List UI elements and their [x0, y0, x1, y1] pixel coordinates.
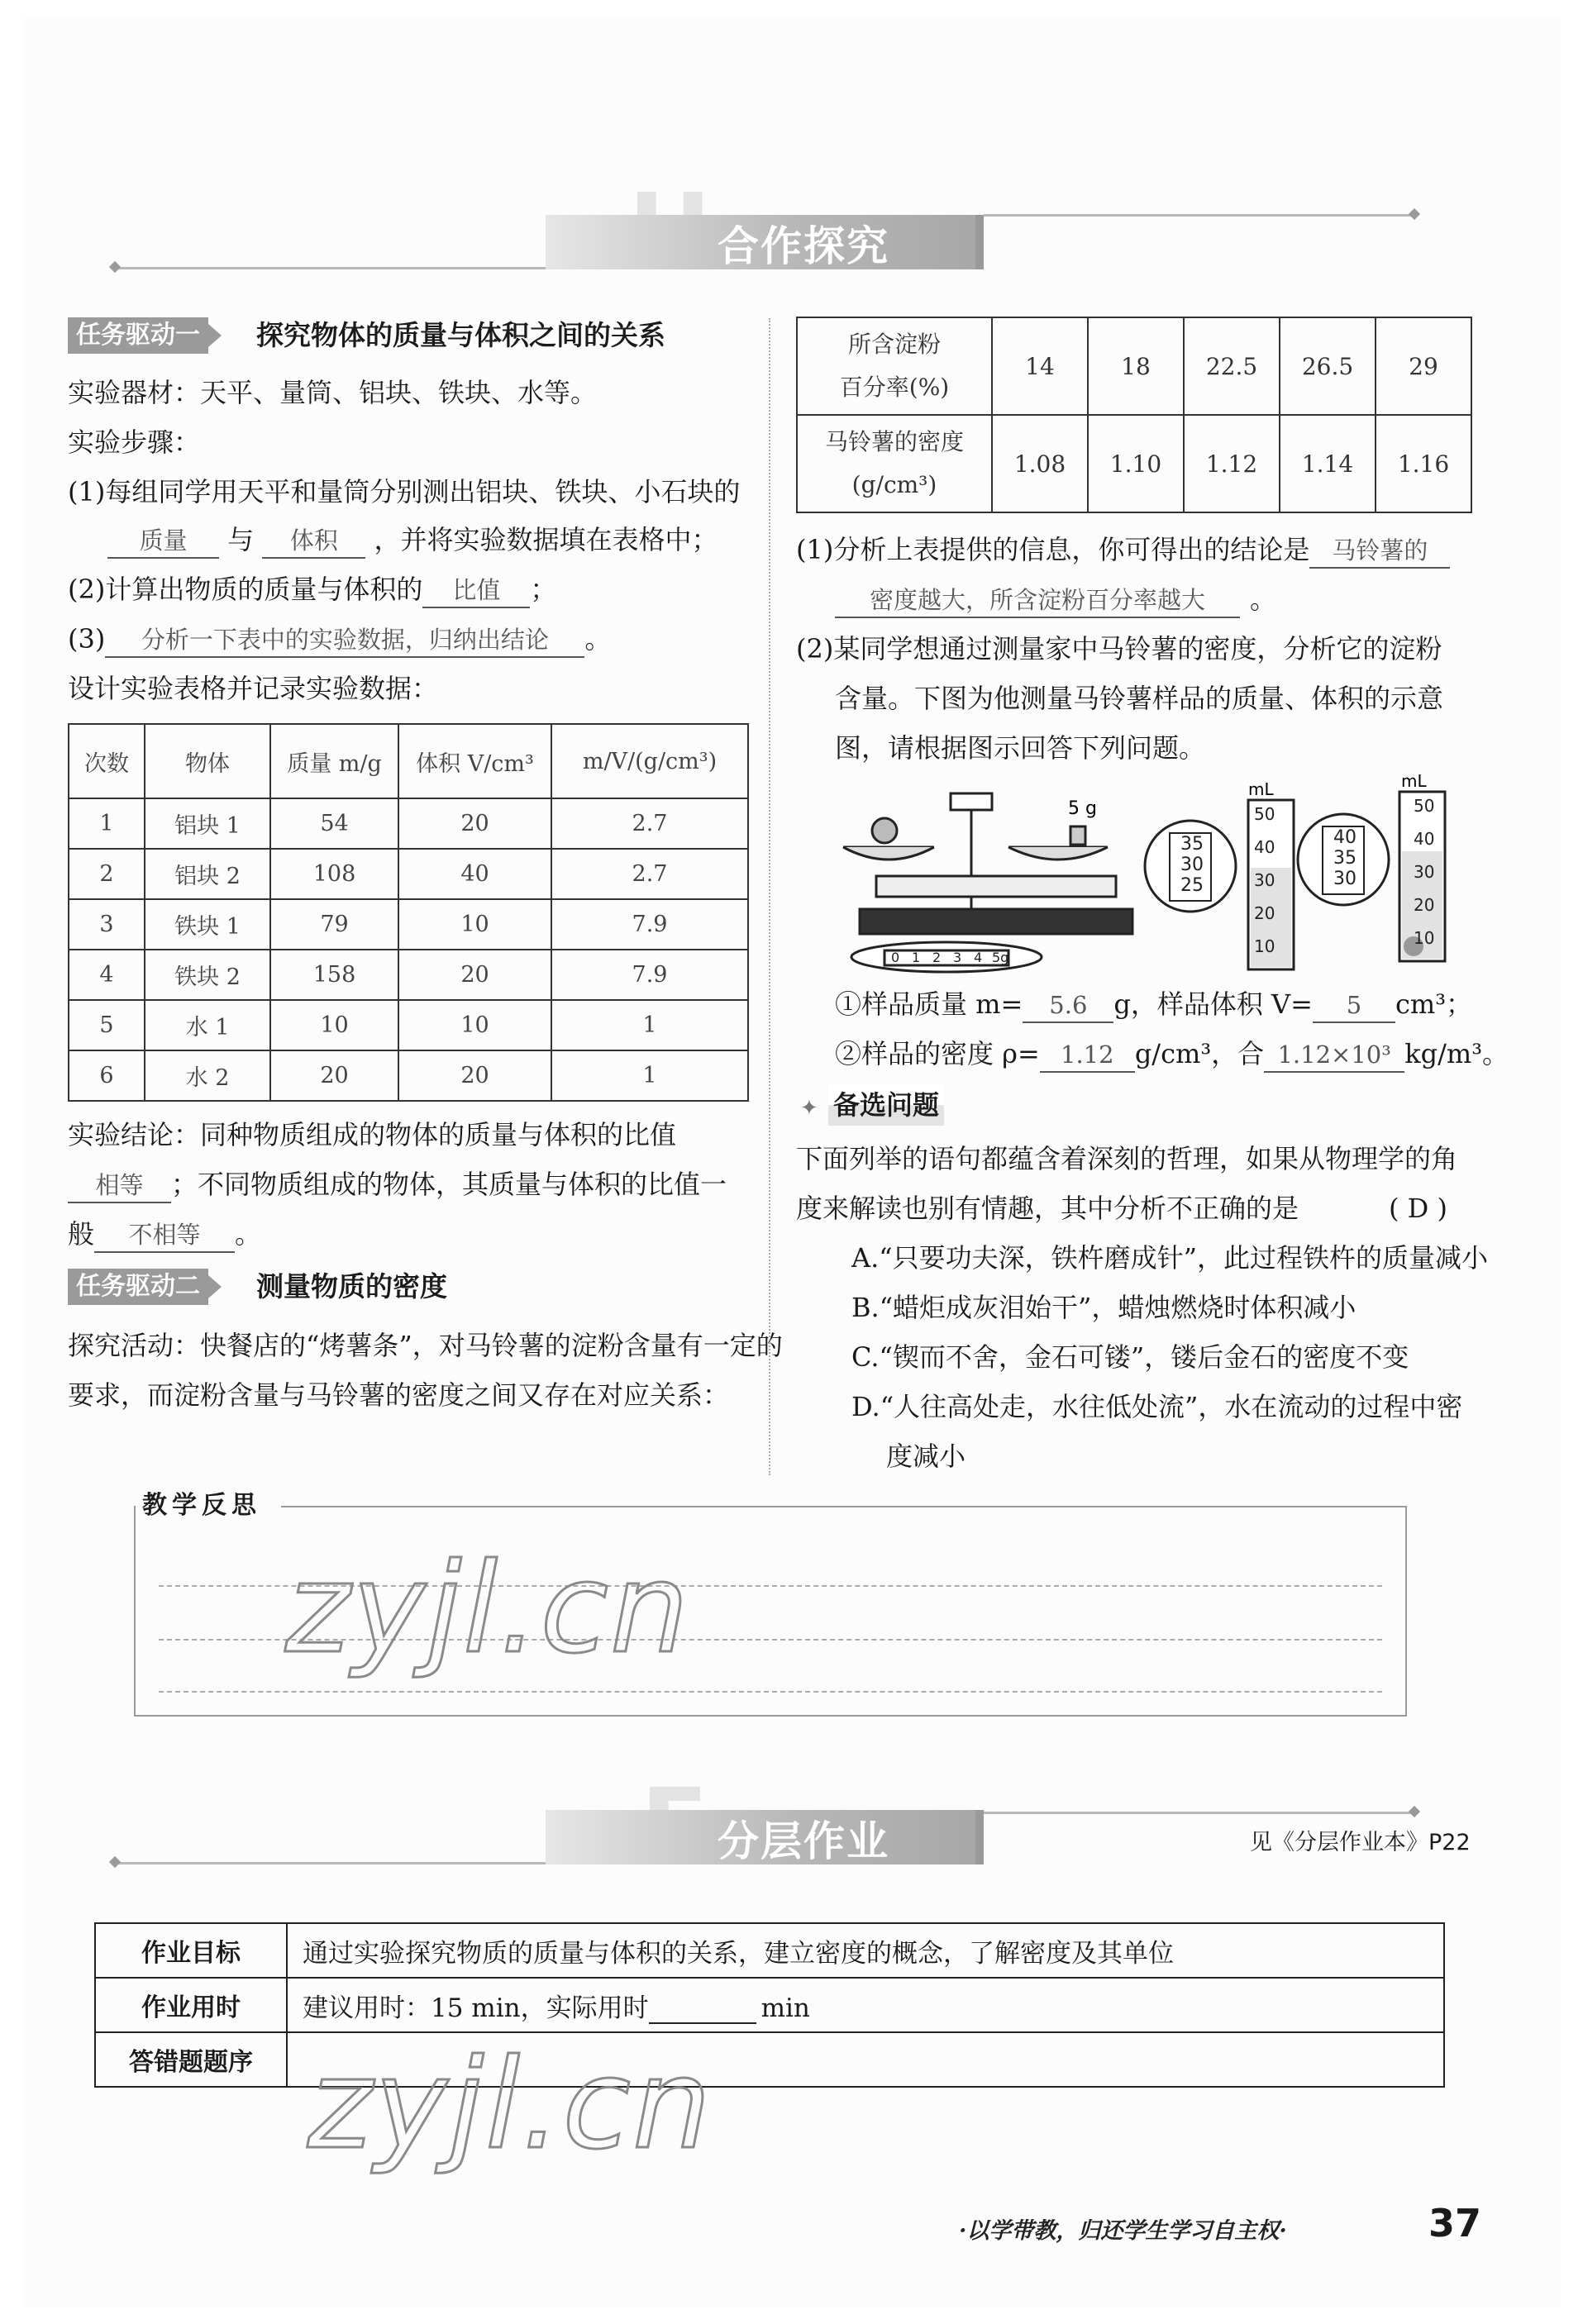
cell: 2 — [69, 849, 145, 899]
cell: 2.7 — [551, 849, 748, 899]
th-object: 物体 — [145, 724, 270, 798]
hw-head-wrong: 答错题题序 — [95, 2032, 287, 2087]
option-d: D.“人往高处走，水往低处流”，水在流动的过程中密 — [851, 1391, 1463, 1422]
answer-line-1 — [835, 979, 1472, 1029]
banner-line-right — [984, 1812, 1414, 1814]
table-row — [69, 899, 748, 950]
starch-head-b: 百分率(%) — [839, 374, 950, 401]
blank-density: 1.12 — [1040, 1038, 1135, 1073]
cell: 20 — [398, 1050, 551, 1101]
task-title-2: 测量物质的密度 — [256, 1270, 447, 1302]
table-row — [69, 1050, 748, 1101]
cell: 1 — [551, 1050, 748, 1101]
equipment-line: 实验器材：天平、量筒、铝块、铁块、水等。 — [68, 377, 598, 408]
cell: 1.16 — [1376, 415, 1471, 512]
cyl1-tick: 40 — [1254, 837, 1275, 857]
cell: 10 — [398, 899, 551, 950]
answer1-end: cm³； — [1395, 988, 1473, 1020]
cell: 20 — [398, 950, 551, 1000]
zoom2-tick: 30 — [1333, 869, 1357, 889]
blank-analysis: 分析一下表中的实验数据，归纳出结论 — [105, 623, 584, 658]
task-tag-2: 任务驱动二 — [68, 1269, 208, 1305]
th-volume: 体积 V/cm³ — [398, 724, 551, 798]
cell: 3 — [69, 899, 145, 950]
hw-head-time: 作业用时 — [95, 1978, 287, 2032]
blank-volume: 体积 — [262, 524, 365, 559]
cell: 6 — [69, 1050, 145, 1101]
answer2-pre: ②样品的密度 ρ= — [835, 1038, 1040, 1069]
conclusion-text-b: ；不同物质组成的物体，其质量与体积的比值一 — [171, 1169, 727, 1200]
cyl2-tick: 50 — [1414, 796, 1435, 816]
experiment-table — [68, 723, 749, 1102]
conclusion-line-2 — [68, 1160, 727, 1209]
cell: 7.9 — [551, 899, 748, 950]
optional-stem-2: 度来解读也别有情趣，其中分析不正确的是 — [796, 1193, 1299, 1224]
q1-end: 。 — [1250, 583, 1277, 615]
activity-line-1: 探究活动：快餐店的“烤薯条”，对马铃薯的淀粉含量有一定的 — [68, 1330, 783, 1361]
weight-label: 5 g — [1068, 798, 1097, 819]
measurement-figure — [835, 769, 1471, 975]
answer1-pre: ①样品质量 m= — [835, 988, 1023, 1020]
steps-label: 实验步骤： — [68, 426, 201, 458]
cyl1-tick: 20 — [1254, 903, 1275, 923]
hw-time-text: 建议用时：15 min，实际用时 — [303, 1993, 649, 2023]
balance-scale — [843, 793, 1132, 972]
cell: 1 — [551, 1000, 748, 1050]
cell: 1.14 — [1280, 415, 1376, 512]
answer1-mid: g，样品体积 V= — [1113, 988, 1313, 1020]
homework-ref: 见《分层作业本》P22 — [1250, 1830, 1471, 1855]
cyl1-tick: 50 — [1254, 804, 1275, 824]
th-ratio: m/V/(g/cm³) — [551, 724, 748, 798]
step3-text: (3) — [68, 623, 106, 655]
step1-line: (1)每组同学用天平和量筒分别测出铝块、铁块、小石块的 — [68, 476, 741, 507]
table-row — [797, 317, 1471, 415]
option-b: B.“蜡炬成灰泪始干”，蜡烛燃烧时体积减小 — [851, 1292, 1357, 1323]
cell: 26.5 — [1280, 317, 1376, 415]
optional-answer: ( D ) — [1389, 1193, 1447, 1224]
option-c: C.“锲而不舍，金石可镂”，镂后金石的密度不变 — [851, 1341, 1409, 1373]
cyl1-tick: 10 — [1254, 936, 1275, 956]
th-count: 次数 — [69, 724, 145, 798]
option-a: A.“只要功夫深，铁杵磨成针”，此过程铁杵的质量减小 — [851, 1242, 1489, 1274]
conclusion-text-c: 般 — [68, 1218, 95, 1250]
density-head-a: 马铃薯的密度 — [824, 428, 964, 455]
cell: 铁块 1 — [145, 899, 270, 950]
ruler-tick: 1 — [912, 950, 921, 965]
starch-head — [797, 317, 992, 415]
cell: 10 — [398, 1000, 551, 1050]
actual-time-blank[interactable] — [649, 1999, 756, 2024]
zoom1-tick: 35 — [1180, 834, 1204, 855]
conclusion-end: 。 — [235, 1218, 262, 1250]
density-head-b: (g/cm³) — [851, 471, 937, 498]
zoom2-tick: 35 — [1333, 848, 1357, 869]
cell: 1 — [69, 798, 145, 849]
homework-title: 分层作业 — [718, 1817, 889, 1865]
watermark: zyjl.cn — [285, 1537, 691, 1681]
cell: 158 — [270, 950, 398, 1000]
blank-not-equal: 不相等 — [94, 1218, 235, 1253]
hw-time-unit: min — [761, 1993, 810, 2023]
option-d-cont: 度减小 — [886, 1441, 966, 1472]
watermark: zyjl.cn — [308, 2033, 713, 2177]
cell: 10 — [270, 1000, 398, 1050]
answer-line-2 — [835, 1029, 1509, 1079]
table-row — [69, 950, 748, 1000]
cell: 水 2 — [145, 1050, 270, 1101]
cell: 1.08 — [992, 415, 1088, 512]
table-row — [69, 1000, 748, 1050]
blank-equal: 相等 — [68, 1169, 171, 1203]
step2-end: ； — [530, 574, 557, 605]
step2-line — [68, 564, 556, 614]
blank-ratio: 比值 — [422, 574, 530, 608]
cell: 108 — [270, 849, 398, 899]
th-mass: 质量 m/g — [270, 724, 398, 798]
q2-line-2: 含量。下图为他测量马铃薯样品的质量、体积的示意 — [835, 683, 1444, 714]
design-line: 设计实验表格并记录实验数据： — [68, 673, 439, 704]
cell: 铝块 2 — [145, 849, 270, 899]
cell: 铁块 2 — [145, 950, 270, 1000]
optional-stem-1: 下面列举的语句都蕴含着深刻的哲理，如果从物理学的角 — [796, 1143, 1458, 1174]
zoom2-tick: 40 — [1333, 827, 1357, 848]
activity-line-2: 要求，而淀粉含量与马铃薯的密度之间又存在对应关系： — [68, 1379, 730, 1411]
q1-line-1 — [796, 525, 1450, 574]
cell: 7.9 — [551, 950, 748, 1000]
starch-table — [796, 317, 1472, 513]
cell: 79 — [270, 899, 398, 950]
step1-fill-line — [107, 515, 718, 564]
blank-density-si: 1.12×10³ — [1264, 1038, 1404, 1073]
ruler-tick: 2 — [932, 950, 942, 965]
cell: 20 — [270, 1050, 398, 1101]
homework-table — [94, 1922, 1445, 2088]
task-tag-1: 任务驱动一 — [68, 317, 208, 354]
cylinder2-unit: mL — [1401, 771, 1427, 791]
table-row — [69, 849, 748, 899]
zoom1-tick: 30 — [1180, 855, 1204, 875]
cell: 14 — [992, 317, 1088, 415]
reflection-line — [159, 1691, 1382, 1693]
q2-line-1: (2)某同学想通过测量家中马铃薯的密度，分析它的淀粉 — [796, 633, 1442, 664]
table-row — [95, 1923, 1444, 1978]
cyl2-tick: 30 — [1414, 862, 1435, 882]
ruler-tick: 3 — [953, 950, 962, 965]
cell: 54 — [270, 798, 398, 849]
optional-title: 备选问题 — [828, 1084, 944, 1126]
cell: 18 — [1088, 317, 1184, 415]
task-title-1: 探究物体的质量与体积之间的关系 — [256, 319, 665, 351]
cell: 20 — [398, 798, 551, 849]
q1-line-2 — [835, 574, 1276, 624]
cell: 40 — [398, 849, 551, 899]
ruler-tick: 4 — [974, 950, 983, 965]
q2-line-3: 图，请根据图示回答下列问题。 — [835, 732, 1206, 764]
hw-value-time — [287, 1978, 1444, 2032]
table-row — [69, 798, 748, 849]
density-head — [797, 415, 992, 512]
table-row — [797, 415, 1471, 512]
cell: 2.7 — [551, 798, 748, 849]
cell: 1.10 — [1088, 415, 1184, 512]
step2-text: (2)计算出物质的质量与体积的 — [68, 574, 423, 605]
cyl2-tick: 40 — [1414, 829, 1435, 849]
zoom1-tick: 25 — [1180, 875, 1204, 896]
step1-mid: 与 — [227, 524, 255, 555]
cylinder1-unit: mL — [1248, 779, 1274, 799]
section-title: 合作探究 — [718, 222, 889, 270]
table-row — [95, 2032, 1444, 2087]
conclusion-line-3 — [68, 1209, 261, 1259]
blank-sample-volume: 5 — [1313, 988, 1395, 1023]
q1-text: (1)分析上表提供的信息，你可得出的结论是 — [796, 534, 1310, 565]
cyl2-tick: 20 — [1414, 895, 1435, 915]
blank-q1-b: 密度越大，所含淀粉百分率越大 — [835, 583, 1240, 618]
ruler-tick: 5g — [992, 950, 1009, 965]
footer-slogan: ·以学带教，归还学生学习自主权· — [959, 2218, 1287, 2244]
table-row — [95, 1978, 1444, 2032]
cell: 29 — [1376, 317, 1471, 415]
page-number: 37 — [1428, 2201, 1482, 2245]
answer2-end: kg/m³。 — [1404, 1038, 1509, 1069]
step3-line — [68, 614, 611, 664]
step1-end: ，并将实验数据填在表格中； — [374, 524, 718, 555]
cell: 4 — [69, 950, 145, 1000]
cell: 1.12 — [1184, 415, 1280, 512]
cell: 铝块 1 — [145, 798, 270, 849]
step3-end: 。 — [584, 623, 612, 655]
hw-head-goal: 作业目标 — [95, 1923, 287, 1978]
column-divider — [769, 318, 770, 1475]
blank-q1-a: 马铃薯的 — [1309, 534, 1450, 569]
optional-marker: ✦ — [800, 1096, 818, 1121]
cell: 22.5 — [1184, 317, 1280, 415]
reflection-title: 教学反思 — [142, 1491, 261, 1520]
cyl2-tick: 10 — [1414, 928, 1435, 948]
ruler-tick: 0 — [891, 950, 900, 965]
hw-value-goal: 通过实验探究物质的质量与体积的关系，建立密度的概念，了解密度及其单位 — [287, 1923, 1444, 1978]
cell: 5 — [69, 1000, 145, 1050]
cyl1-tick: 30 — [1254, 870, 1275, 890]
blank-sample-mass: 5.6 — [1023, 988, 1113, 1023]
cell: 水 1 — [145, 1000, 270, 1050]
answer2-mid: g/cm³，合 — [1134, 1038, 1265, 1069]
starch-head-a: 所含淀粉 — [847, 331, 941, 358]
conclusion-line-1: 实验结论：同种物质组成的物体的质量与体积的比值 — [68, 1119, 677, 1150]
banner-line-right — [984, 214, 1414, 217]
blank-mass: 质量 — [107, 524, 219, 559]
